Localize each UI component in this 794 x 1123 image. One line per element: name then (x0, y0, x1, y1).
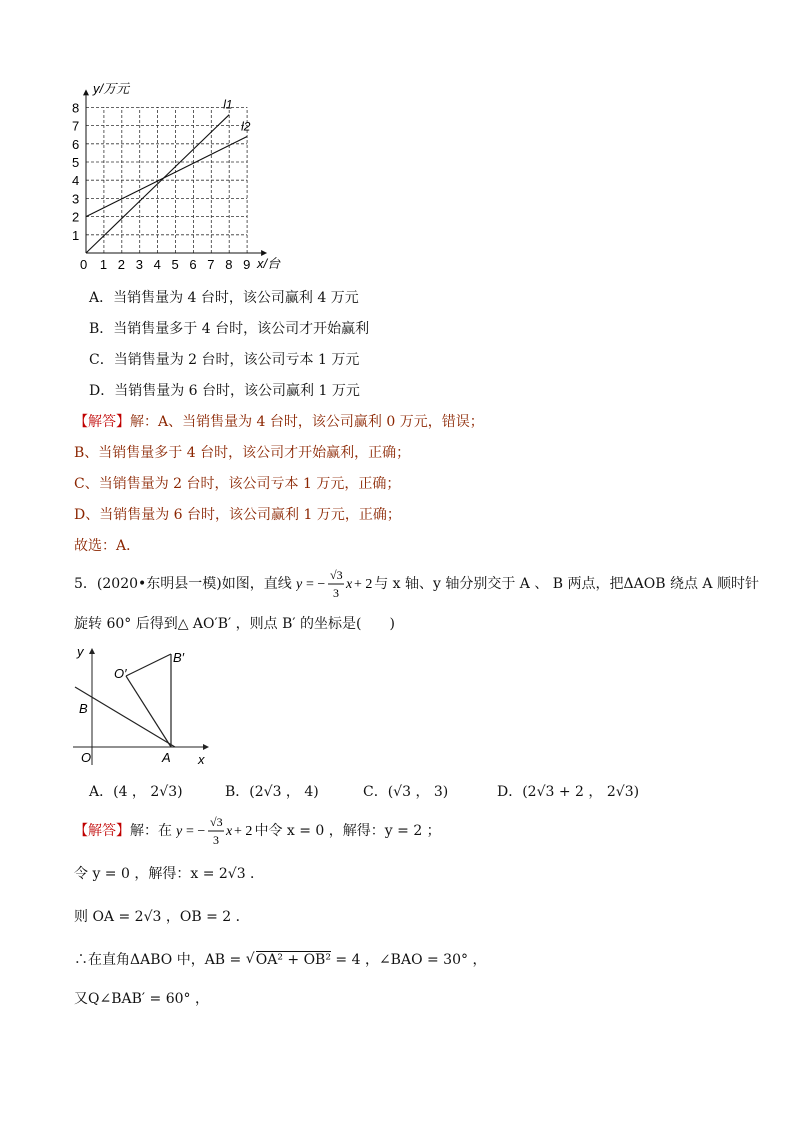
x-axis-label: x/台 (257, 256, 281, 271)
svg-text:√3: √3 (330, 568, 343, 582)
q5-stem-b: 与 x 轴、y 轴分别交于 A 、 B 两点，把ΔAOB 绕点 A 顺时针 (374, 576, 759, 592)
q4-option-d: D．当销售量为 6 台时，该公司赢利 1 万元 (89, 383, 360, 399)
svg-text:√3: √3 (210, 815, 224, 829)
q5-sol1-b: 中令 x = 0 ，解得：y = 2 ； (254, 823, 441, 839)
q5-source: (2020•东明县一模) (96, 576, 222, 592)
q4-answer-tag: 【解答】 (74, 414, 130, 430)
q4-answer-line-1 (74, 413, 484, 431)
fig-label-o-prime: O′ (114, 666, 127, 681)
sqrt-sign: √ (245, 951, 255, 967)
q5-solution-line-2: 令 y = 0 ，解得：x = 2√3 ． (74, 866, 265, 882)
fig-x-arrow (203, 744, 209, 750)
q4-option-c: C．当销售量为 2 台时，该公司亏本 1 万元 (89, 352, 360, 368)
x-tick-label-1: 1 (99, 257, 108, 272)
q4-answer-line-5: 故选：A． (74, 538, 141, 554)
q5-option-a: A．(4 ， 2√3) (89, 784, 183, 800)
svg-text:x: x (346, 577, 353, 592)
x-tick-label-5: 5 (171, 257, 179, 272)
q5-stem-line-2: 旋转 60° 后得到△ AO′B′ ，则点 B′ 的坐标是( ) (74, 616, 395, 632)
q4-option-a: A．当销售量为 4 台时，该公司赢利 4 万元 (89, 290, 359, 306)
y-tick-label-5: 5 (72, 155, 80, 170)
series-label-l2: l2 (241, 119, 251, 134)
y-tick-label-2: 2 (72, 209, 80, 225)
svg-text:3: 3 (333, 586, 340, 600)
series-line-l2 (86, 137, 247, 217)
x-tick-label-6: 6 (189, 257, 197, 272)
svg-text:y: y (176, 824, 183, 839)
svg-text:3: 3 (213, 833, 220, 847)
sqrt-radicand: OA² + OB² (255, 952, 331, 968)
y-tick-label-4: 4 (72, 173, 80, 189)
q5-option-d: D．(2√3 + 2 ， 2√3) (497, 784, 640, 800)
fig-label-a: A (162, 750, 171, 765)
q4-answer-line-3: C、当销售量为 2 台时，该公司亏本 1 万元，正确； (74, 476, 401, 492)
x-tick-label-3: 3 (135, 257, 143, 272)
fig-label-b: B (79, 701, 88, 716)
y-tick-label-7: 7 (72, 118, 80, 134)
y-tick-label-1: 1 (72, 227, 80, 243)
y-tick-label-8: 8 (72, 100, 80, 116)
svg-text:x: x (226, 824, 233, 839)
q4-answer-text: 解：A、当销售量为 4 台时，该公司赢利 0 万元，错误； (130, 414, 484, 430)
q5-number: 5． (74, 576, 97, 592)
svg-text:y: y (296, 577, 303, 592)
fig-label-y: y (77, 644, 84, 659)
q5-answer-tag: 【解答】 (74, 823, 130, 839)
x-tick-label-2: 2 (117, 257, 126, 272)
fig-segment-o-prime-a (126, 676, 171, 747)
x-tick-label-4: 4 (153, 257, 161, 272)
q5-sol4-a: ∴在直角ΔABO 中，AB = (74, 952, 242, 968)
sales-profit-chart (55, 75, 295, 275)
q5-stem-a: 如图，直线 (221, 576, 292, 592)
chart-ticks (72, 97, 251, 272)
svg-text:+ 2: + 2 (234, 824, 253, 839)
x-tick-label-7: 7 (207, 257, 215, 272)
svg-text:= −: = − (186, 824, 206, 839)
fig-y-arrow (89, 648, 95, 654)
series-label-l1: l1 (223, 97, 233, 112)
q5-sol4-b: = 4 ，∠BAO = 30° ， (335, 952, 487, 968)
y-tick-label-3: 3 (72, 191, 80, 207)
y-axis-arrow (83, 89, 89, 95)
q5-solution-line-3: 则 OA = 2√3 ，OB = 2 ． (74, 909, 250, 925)
x-tick-label-0: 0 (80, 257, 88, 272)
q5-solution-line-4 (74, 951, 486, 969)
y-axis-label: y/万元 (93, 81, 130, 96)
x-tick-label-9: 9 (243, 257, 251, 272)
q5-solution-line-5: 又Q∠BAB′ = 60° ， (74, 991, 209, 1007)
fig-label-b-prime: B′ (173, 650, 185, 665)
q5-sol1-a: 解：在 (130, 823, 172, 839)
chart-series (86, 98, 251, 253)
q4-answer-line-4: D、当销售量为 6 台时，该公司赢利 1 万元，正确； (74, 507, 401, 523)
solution-equation (176, 811, 254, 851)
q4-option-b: B．当销售量多于 4 台时，该公司才开始赢利 (89, 321, 370, 337)
x-tick-label-8: 8 (225, 257, 233, 272)
q5-solution-line-1 (74, 815, 441, 847)
chart-grid (86, 107, 247, 253)
q5-option-b: B．(2√3 ， 4) (225, 784, 319, 800)
svg-text:= −: = − (306, 577, 326, 592)
fig-line-ab (75, 687, 175, 747)
y-tick-label-6: 6 (72, 136, 80, 152)
rotation-figure (65, 640, 215, 770)
fig-segment-o-prime-b-prime (126, 654, 171, 676)
sqrt-expression (246, 951, 331, 969)
q5-option-c: C．(√3 ， 3) (363, 784, 449, 800)
line-equation (296, 564, 374, 604)
fig-label-o: O (81, 750, 92, 765)
q5-stem-line-1 (74, 568, 759, 600)
q4-answer-line-2: B、当销售量多于 4 台时，该公司才开始赢利，正确； (74, 445, 411, 461)
fig-label-x: x (198, 752, 205, 767)
svg-text:+ 2: + 2 (354, 577, 373, 592)
